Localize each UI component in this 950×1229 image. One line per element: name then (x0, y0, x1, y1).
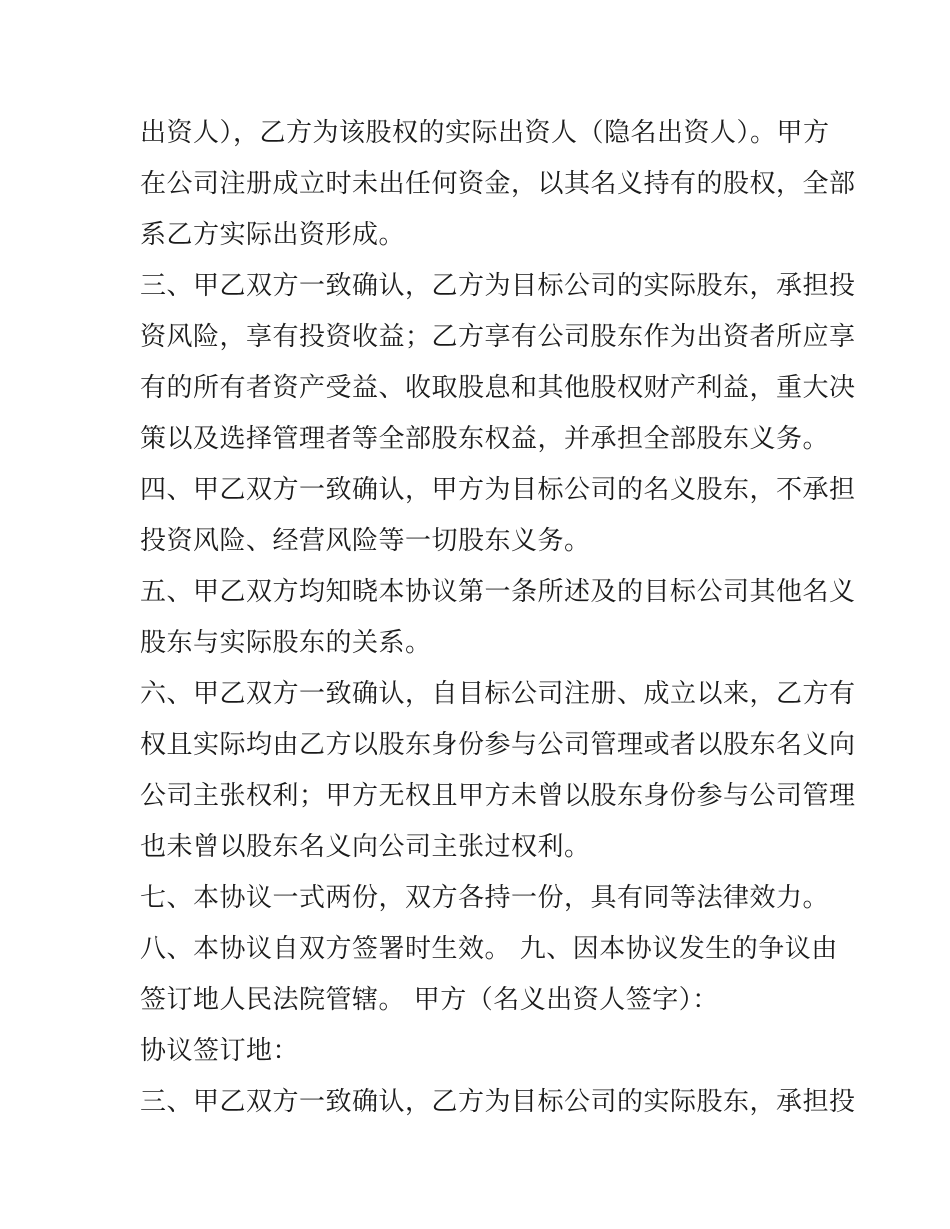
text-line: 权且实际均由乙方以股东身份参与公司管理或者以股东名义向 (140, 730, 856, 760)
clause-5-line: 五、甲乙双方均知晓本协议第一条所述及的目标公司其他名义 (140, 577, 856, 607)
text-line: 投资风险、经营风险等一切股东义务。 (140, 526, 591, 556)
clause-6-line: 六、甲乙双方一致确认，自目标公司注册、成立以来，乙方有 (140, 679, 856, 709)
text-line: 系乙方实际出资形成。 (140, 220, 406, 250)
clause-3-line: 三、甲乙双方一致确认，乙方为目标公司的实际股东，承担投 (140, 271, 856, 301)
text-line: 有的所有者资产受益、收取股息和其他股权财产利益，重大决 (140, 373, 856, 403)
clause-3-repeat-line: 三、甲乙双方一致确认，乙方为目标公司的实际股东，承担投 (140, 1087, 856, 1117)
clause-7-line: 七、本协议一式两份，双方各持一份，具有同等法律效力。 (140, 883, 830, 913)
text-line: 资风险，享有投资收益；乙方享有公司股东作为出资者所应享 (140, 322, 856, 352)
text-line: 出资人），乙方为该股权的实际出资人（隐名出资人）。甲方 (140, 118, 830, 148)
text-line: 公司主张权利；甲方无权且甲方未曾以股东身份参与公司管理 (140, 781, 856, 811)
signature-line: 签订地人民法院管辖。 甲方（名义出资人签字）： (140, 985, 719, 1015)
clause-4-line: 四、甲乙双方一致确认，甲方为目标公司的名义股东，不承担 (140, 475, 856, 505)
text-line: 在公司注册成立时未出任何资金，以其名义持有的股权，全部 (140, 169, 856, 199)
signing-place-line: 协议签订地： (140, 1036, 300, 1066)
text-line: 也未曾以股东名义向公司主张过权利。 (140, 832, 591, 862)
document-body (140, 108, 856, 1128)
text-line: 策以及选择管理者等全部股东权益，并承担全部股东义务。 (140, 424, 830, 454)
text-line: 股东与实际股东的关系。 (140, 628, 432, 658)
clause-8-line: 八、本协议自双方签署时生效。 九、因本协议发生的争议由 (140, 934, 838, 964)
